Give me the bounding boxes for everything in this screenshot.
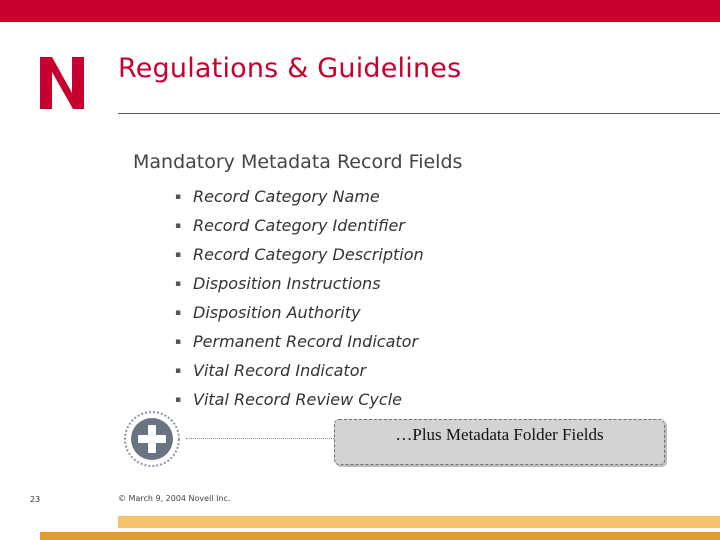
copyright-text: © March 9, 2004 Novell Inc. — [118, 494, 231, 503]
bullet-icon: ▪ — [175, 220, 182, 231]
slide-title: Regulations & Guidelines — [118, 53, 462, 84]
slide-subtitle: Mandatory Metadata Record Fields — [133, 151, 463, 173]
list-item — [175, 298, 424, 327]
bullet-icon: ▪ — [175, 249, 182, 260]
field-label: Permanent Record Indicator — [193, 331, 419, 351]
field-label: Record Category Identifier — [193, 215, 405, 235]
field-label: Record Category Description — [193, 244, 424, 264]
footer-bar-dark — [40, 532, 720, 540]
bullet-icon: ▪ — [175, 336, 182, 347]
top-red-bar — [0, 0, 720, 22]
connector-line — [186, 438, 334, 439]
field-label: Vital Record Review Cycle — [193, 389, 402, 409]
bullet-icon: ▪ — [175, 191, 182, 202]
bullet-icon: ▪ — [175, 278, 182, 289]
list-item — [175, 182, 424, 211]
novell-logo-icon — [40, 55, 86, 111]
page-number: 23 — [30, 495, 41, 504]
list-item — [175, 269, 424, 298]
list-item — [175, 211, 424, 240]
list-item — [175, 385, 424, 414]
bullet-icon: ▪ — [175, 365, 182, 376]
bullet-icon: ▪ — [175, 394, 182, 405]
list-item — [175, 240, 424, 269]
field-label: Vital Record Indicator — [193, 360, 367, 380]
plus-metadata-box — [334, 419, 665, 465]
field-label: Disposition Authority — [193, 302, 361, 322]
bullet-icon: ▪ — [175, 307, 182, 318]
plus-metadata-text: …Plus Metadata Folder Fields — [395, 425, 604, 444]
list-item — [175, 327, 424, 356]
plus-icon — [122, 409, 182, 469]
field-list — [175, 182, 424, 414]
field-label: Record Category Name — [193, 186, 380, 206]
footer-bar-light — [118, 516, 720, 528]
title-divider — [118, 113, 720, 114]
field-label: Disposition Instructions — [193, 273, 381, 293]
list-item — [175, 356, 424, 385]
